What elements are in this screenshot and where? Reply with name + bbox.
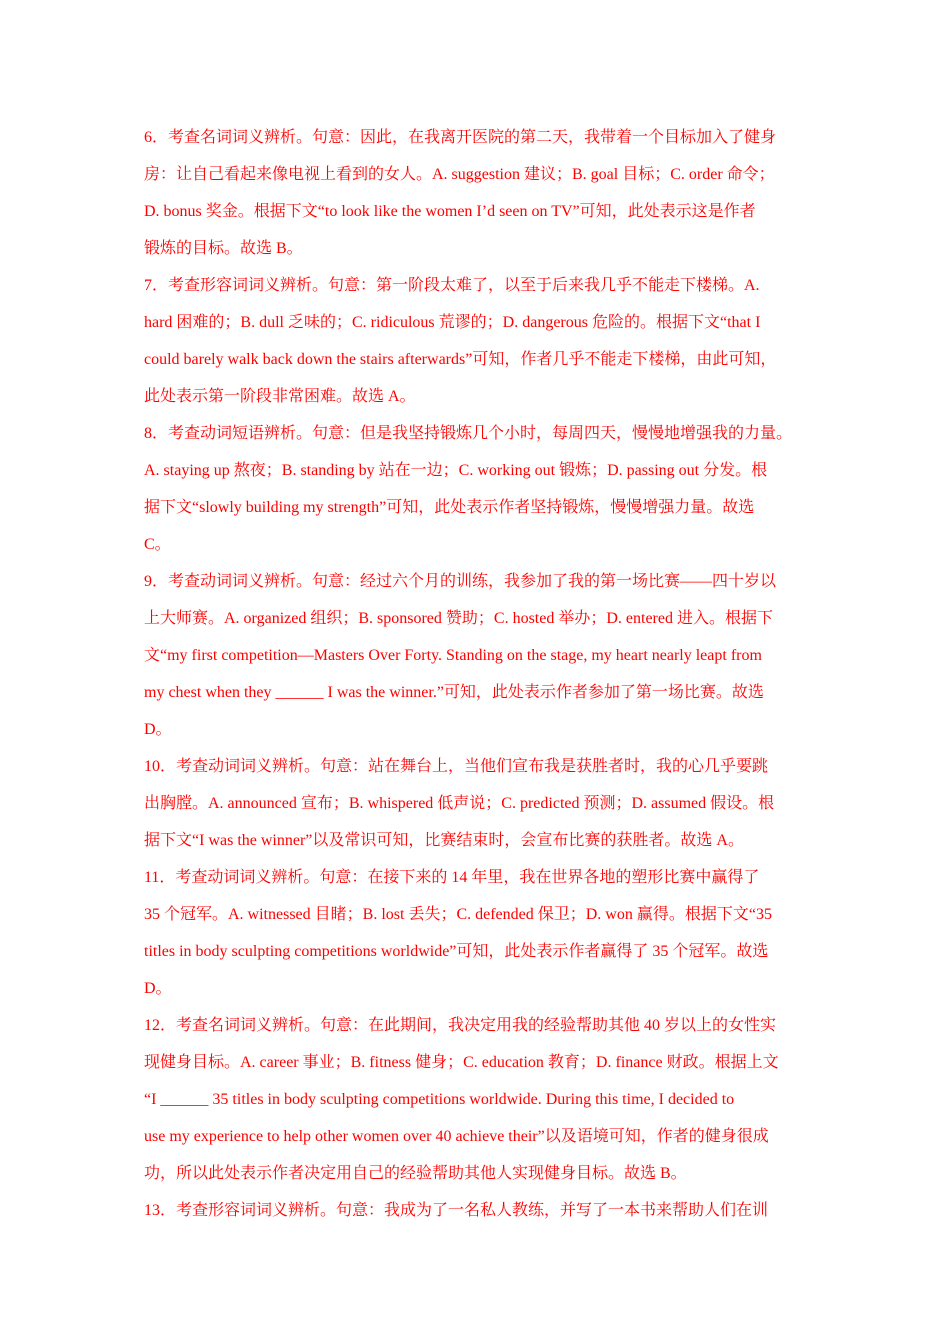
text-line: 房：让自己看起来像电视上看到的女人。A. suggestion 建议；B. goal 目标；C. order 命令； (144, 166, 775, 183)
text-line: 功，所以此处表示作者决定用自己的经验帮助其他人实现健身目标。故选 B。 (144, 1165, 687, 1182)
text-line: titles in body sculpting competitions worldwide”可知，此处表示作者赢得了 35 个冠军。故选 (144, 943, 769, 960)
text-line: “I ______ 35 titles in body sculpting competitions worldwide. During this time, I decided to (144, 1091, 735, 1108)
text-line: 文“my first competition—Masters Over Forty. Standing on the stage, my heart nearly leapt from (144, 647, 762, 664)
text-line: 据下文“I was the winner”以及常识可知，比赛结束时，会宣布比赛的获胜者。故选 A。 (144, 832, 744, 849)
text-line: 锻炼的目标。故选 B。 (144, 240, 303, 257)
text-line: 11．考查动词词义辨析。句意：在接下来的 14 年里，我在世界各地的塑形比赛中赢得了 (144, 869, 760, 886)
text-line: 8．考查动词短语辨析。句意：但是我坚持锻炼几个小时，每周四天，慢慢地增强我的力量。 (144, 425, 793, 442)
text-line: D。 (144, 980, 172, 997)
text-line: 此处表示第一阶段非常困难。故选 A。 (144, 388, 416, 405)
text-line: 6．考查名词词义辨析。句意：因此，在我离开医院的第二天，我带着一个目标加入了健身 (144, 129, 777, 146)
text-line: hard 困难的；B. dull 乏味的；C. ridiculous 荒谬的；D. dangerous 危险的。根据下文“that I (144, 314, 761, 331)
answer-explanations (144, 119, 816, 1229)
text-line: 9．考查动词词义辨析。句意：经过六个月的训练，我参加了我的第一场比赛——四十岁以 (144, 573, 777, 590)
text-line: 13．考查形容词词义辨析。句意：我成为了一名私人教练，并写了一本书来帮助人们在训 (144, 1202, 769, 1219)
text-line: D. bonus 奖金。根据下文“to look like the women I’d seen on TV”可知，此处表示这是作者 (144, 203, 756, 220)
text-line: 上大师赛。A. organized 组织；B. sponsored 赞助；C. hosted 举办；D. entered 进入。根据下 (144, 610, 773, 627)
text-line: 据下文“slowly building my strength”可知，此处表示作者坚持锻炼，慢慢增强力量。故选 (144, 499, 755, 516)
text-line: A. staying up 熬夜；B. standing by 站在一边；C. working out 锻炼；D. passing out 分发。根 (144, 462, 768, 479)
text-line: 12．考查名词词义辨析。句意：在此期间，我决定用我的经验帮助其他 40 岁以上的女性实 (144, 1017, 777, 1034)
text-line: could barely walk back down the stairs afterwards”可知，作者几乎不能走下楼梯，由此可知， (144, 351, 777, 368)
text-line: 7．考查形容词词义辨析。句意：第一阶段太难了，以至于后来我几乎不能走下楼梯。A. (144, 277, 760, 294)
text-line: 出胸膛。A. announced 宣布；B. whispered 低声说；C. predicted 预测；D. assumed 假设。根 (144, 795, 775, 812)
text-line: C。 (144, 536, 171, 553)
text-line: 现健身目标。A. career 事业；B. fitness 健身；C. education 教育；D. finance 财政。根据上文 (144, 1054, 779, 1071)
text-line: 10．考查动词词义辨析。句意：站在舞台上，当他们宣布我是获胜者时，我的心几乎要跳 (144, 758, 769, 775)
text-line: use my experience to help other women over 40 achieve their”以及语境可知，作者的健身很成 (144, 1128, 769, 1145)
text-line: my chest when they ______ I was the winner.”可知，此处表示作者参加了第一场比赛。故选 (144, 684, 764, 701)
text-line: D。 (144, 721, 172, 738)
text-line: 35 个冠军。A. witnessed 目睹；B. lost 丢失；C. defended 保卫；D. won 赢得。根据下文“35 (144, 906, 772, 923)
